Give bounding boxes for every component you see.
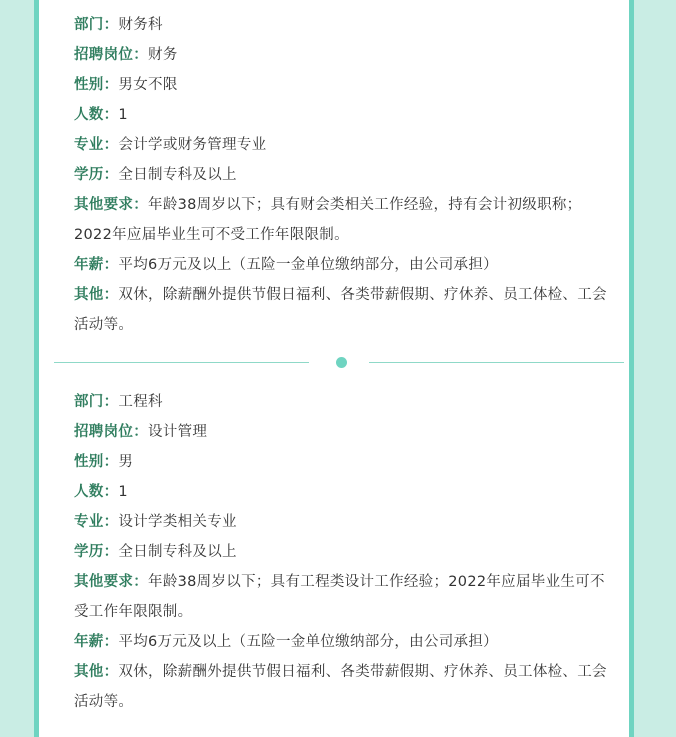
job-field-count: [74, 100, 614, 130]
job-field-other: [74, 280, 614, 340]
field-separator: ：: [133, 574, 149, 590]
job-field-gender: [74, 70, 614, 100]
field-separator: ：: [103, 167, 119, 183]
field-value: 会计学或财务管理专业: [118, 137, 267, 153]
field-label: 其他: [74, 664, 104, 680]
section-divider: [54, 361, 624, 365]
field-label: 人数: [74, 484, 104, 500]
job-field-education: [74, 537, 614, 567]
field-value: 男女不限: [118, 77, 178, 93]
field-label: 性别: [74, 77, 104, 93]
field-label: 专业: [74, 137, 104, 153]
job-field-salary: [74, 627, 614, 657]
field-label: 学历: [74, 167, 104, 183]
job-field-other: [74, 657, 614, 717]
field-separator: ：: [103, 484, 119, 500]
field-label: 部门: [74, 394, 104, 410]
field-value: 平均6万元及以上（五险一金单位缴纳部分，由公司承担）: [118, 257, 498, 273]
field-value: 平均6万元及以上（五险一金单位缴纳部分，由公司承担）: [118, 634, 498, 650]
field-label: 招聘岗位: [74, 47, 134, 63]
field-label: 人数: [74, 107, 104, 123]
job-field-gender: [74, 447, 614, 477]
field-separator: ：: [103, 454, 119, 470]
field-value: 全日制专科及以上: [118, 167, 237, 183]
job-field-dept: [74, 387, 614, 417]
field-value: 工程科: [118, 394, 163, 410]
field-separator: ：: [103, 107, 119, 123]
job-field-major: [74, 507, 614, 537]
field-label: 年薪: [74, 257, 104, 273]
job-field-count: [74, 477, 614, 507]
job-field-salary: [74, 250, 614, 280]
field-separator: ：: [103, 77, 119, 93]
field-value: 年龄38周岁以下；具有财会类相关工作经验，持有会计初级职称；2022年应届毕业生可不受工作年限限制。: [74, 197, 582, 243]
field-label: 其他要求: [74, 574, 134, 590]
job-field-position: [74, 417, 614, 447]
field-separator: ：: [103, 664, 119, 680]
job-field-dept: [74, 10, 614, 40]
field-value: 1: [118, 107, 128, 123]
field-label: 性别: [74, 454, 104, 470]
field-value: 全日制专科及以上: [118, 544, 237, 560]
field-value: 财务科: [118, 17, 163, 33]
field-label: 年薪: [74, 634, 104, 650]
job-section-finance: [74, 10, 614, 340]
divider-line-left: [54, 362, 309, 363]
content-card: [34, 0, 634, 737]
job-field-major: [74, 130, 614, 160]
field-label: 其他: [74, 287, 104, 303]
job-field-requirements: [74, 567, 614, 627]
field-value: 设计管理: [148, 424, 208, 440]
field-separator: ：: [103, 394, 119, 410]
job-section-engineering: [74, 387, 614, 717]
field-label: 其他要求: [74, 197, 134, 213]
field-value: 财务: [148, 47, 178, 63]
field-separator: ：: [133, 424, 149, 440]
field-value: 年龄38周岁以下；具有工程类设计工作经验；2022年应届毕业生可不受工作年限限制。: [74, 574, 605, 620]
field-label: 部门: [74, 17, 104, 33]
field-separator: ：: [103, 514, 119, 530]
field-label: 学历: [74, 544, 104, 560]
divider-dot-icon: [336, 357, 347, 368]
divider-line-right: [369, 362, 624, 363]
job-field-requirements: [74, 190, 614, 250]
field-separator: ：: [133, 197, 149, 213]
field-value: 男: [118, 454, 134, 470]
field-value: 双休，除薪酬外提供节假日福利、各类带薪假期、疗休养、员工体检、工会活动等。: [74, 664, 607, 710]
field-separator: ：: [133, 47, 149, 63]
field-separator: ：: [103, 634, 119, 650]
job-field-education: [74, 160, 614, 190]
field-value: 双休，除薪酬外提供节假日福利、各类带薪假期、疗休养、员工体检、工会活动等。: [74, 287, 607, 333]
field-value: 1: [118, 484, 128, 500]
field-separator: ：: [103, 544, 119, 560]
field-separator: ：: [103, 287, 119, 303]
field-label: 专业: [74, 514, 104, 530]
field-separator: ：: [103, 137, 119, 153]
job-field-position: [74, 40, 614, 70]
field-separator: ：: [103, 17, 119, 33]
field-separator: ：: [103, 257, 119, 273]
field-value: 设计学类相关专业: [118, 514, 237, 530]
field-label: 招聘岗位: [74, 424, 134, 440]
